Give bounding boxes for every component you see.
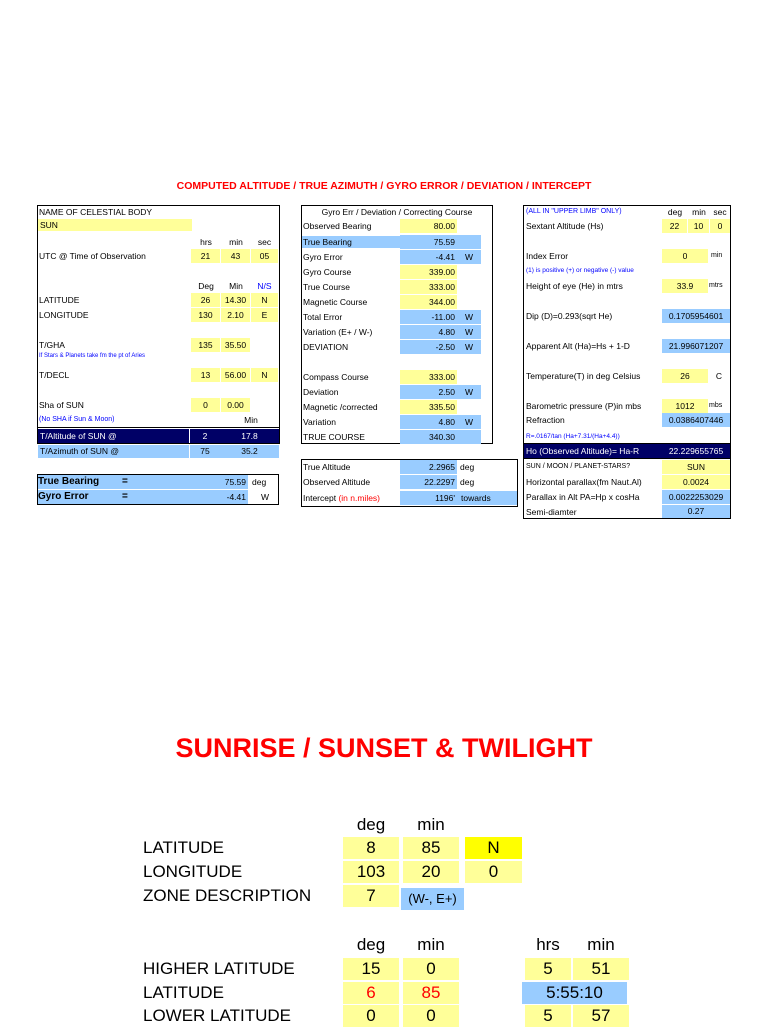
observed-altitude-unit: deg	[460, 477, 475, 487]
middle-row-label: True Bearing	[302, 236, 401, 248]
interp-latitude-min: 85	[403, 982, 459, 1004]
interp-latitude-label: LATITUDE	[143, 983, 224, 1002]
utc-hrs[interactable]: 21	[191, 249, 220, 263]
ns-header: N/S	[257, 281, 272, 291]
horizontal-parallax-value[interactable]: 0.0024	[662, 475, 730, 489]
middle-row-value: 2.50	[400, 385, 457, 399]
apparent-alt-value: 21.996071207	[662, 339, 730, 353]
min-header-3: Min	[244, 415, 258, 425]
middle-row-unit: W	[457, 310, 481, 324]
azimuth-min: 35.2	[220, 445, 279, 458]
min-header-right: min	[692, 207, 706, 217]
middle-row-label: Deviation	[303, 387, 339, 397]
higher-latitude-label: HIGHER LATITUDE	[143, 959, 295, 978]
middle-row-value: -11.00	[400, 310, 457, 324]
intercept-label: Intercept	[303, 493, 337, 503]
altitude-deg: 2	[190, 429, 220, 443]
latitude-ns[interactable]: N	[251, 293, 278, 307]
true-altitude-unit: deg	[460, 462, 475, 472]
min-header-2: Min	[229, 281, 243, 291]
decl-label: T/DECL	[39, 370, 70, 380]
middle-row-value: -4.41	[400, 250, 457, 264]
middle-row-unit: W	[457, 325, 481, 339]
intercept-row	[303, 492, 380, 504]
intercept-value: 1196'	[400, 491, 457, 505]
middle-row-label: Compass Course	[303, 372, 369, 382]
sec-header: sec	[257, 237, 272, 247]
sunrise-deg-header-2: deg	[356, 935, 386, 954]
index-error-note: (1) is positive (+) or negative (-) value	[526, 267, 634, 274]
sextant-altitude-deg[interactable]: 22	[662, 219, 687, 233]
middle-row-unit: W	[457, 250, 481, 264]
sunrise-longitude-min[interactable]: 20	[403, 861, 459, 883]
sunrise-latitude-min[interactable]: 85	[403, 837, 459, 859]
temperature-value[interactable]: 26	[662, 369, 708, 383]
true-bearing-label: True Bearing	[38, 476, 100, 487]
apparent-alt-label: Apparent Alt (Ha)=Hs + 1-D	[526, 341, 630, 351]
altitude-min: 17.8	[220, 429, 279, 443]
divider	[37, 427, 280, 428]
deg-header: Deg	[198, 281, 214, 291]
gyro-error-unit: W	[260, 492, 270, 502]
intercept-note: (in n.miles)	[338, 493, 381, 503]
body-name-value[interactable]: SUN	[38, 219, 192, 231]
true-bearing-eq: =	[122, 476, 128, 487]
middle-row-label: Variation	[303, 417, 336, 427]
temperature-unit: C	[715, 371, 723, 381]
decl-deg[interactable]: 13	[191, 368, 220, 382]
ho-label: Ho (Observed Altitude)= Ha-R	[524, 444, 662, 458]
decl-ns[interactable]: N	[251, 368, 278, 382]
body-type-value[interactable]: SUN	[662, 460, 730, 474]
longitude-min[interactable]: 2.10	[221, 308, 250, 322]
sunrise-title: SUNRISE / SUNSET & TWILIGHT	[175, 733, 593, 763]
dip-label: Dip (D)=0.293(sqrt He)	[526, 311, 613, 321]
middle-row-value[interactable]: 344.00	[400, 295, 457, 309]
deg-header-right: deg	[667, 207, 683, 217]
main-title: COMPUTED ALTITUDE / TRUE AZIMUTH / GYRO ERROR / DEVIATION / INTERCEPT	[176, 180, 592, 192]
sunrise-min-header: min	[417, 815, 445, 834]
higher-latitude-min[interactable]: 0	[403, 958, 459, 980]
zone-description-note: (W-, E+)	[401, 888, 464, 910]
min-header: min	[229, 237, 243, 247]
latitude-label: LATITUDE	[39, 295, 80, 305]
barometric-value[interactable]: 1012	[662, 399, 708, 413]
sextant-altitude-min[interactable]: 10	[688, 219, 709, 233]
higher-latitude-hrs[interactable]: 5	[525, 958, 571, 980]
sha-label: Sha of SUN	[39, 400, 84, 410]
true-altitude-value: 2.2965	[400, 460, 457, 474]
gha-min[interactable]: 35.50	[221, 338, 250, 352]
middle-row-label: Variation (E+ / W-)	[303, 327, 373, 337]
middle-row-value[interactable]: 80.00	[400, 219, 457, 233]
middle-row-label: Gyro Error	[303, 252, 343, 262]
gha-deg[interactable]: 135	[191, 338, 220, 352]
sec-header-right: sec	[713, 207, 727, 217]
parallax-alt-value: 0.0022253029	[662, 490, 730, 504]
longitude-deg[interactable]: 130	[191, 308, 220, 322]
index-error-unit: min	[711, 252, 723, 259]
height-eye-value[interactable]: 33.9	[662, 279, 708, 293]
higher-latitude-deg[interactable]: 15	[343, 958, 399, 980]
no-sha-note: (No SHA if Sun & Moon)	[39, 416, 115, 423]
azimuth-label: T/Azimuth of SUN @	[38, 445, 189, 458]
middle-row-label: DEVIATION	[303, 342, 349, 352]
temperature-label: Temperature(T) in deg Celsius	[526, 371, 641, 381]
middle-row-label: Gyro Course	[303, 267, 352, 277]
sha-deg[interactable]: 0	[191, 398, 220, 412]
body-name-label: NAME OF CELESTIAL BODY	[39, 207, 153, 217]
interp-time-value: 5:55:10	[522, 982, 627, 1004]
middle-row-value: 340.30	[400, 430, 457, 444]
middle-row-label: Observed Bearing	[303, 221, 372, 231]
middle-row-unit: W	[457, 340, 481, 354]
lower-latitude-time-min[interactable]: 57	[573, 1005, 629, 1027]
lower-latitude-label: LOWER LATITUDE	[143, 1006, 291, 1025]
lower-latitude-deg[interactable]: 0	[343, 1005, 399, 1027]
sunrise-latitude-ns[interactable]: N	[465, 837, 522, 859]
parallax-alt-label: Parallax in Alt PA=Hp x cosHa	[526, 492, 640, 502]
middle-row-unit	[457, 430, 481, 444]
middle-row-label: Magnetic /corrected	[303, 402, 378, 412]
higher-latitude-time-min[interactable]: 51	[573, 958, 629, 980]
ho-value: 22.229655765	[662, 444, 730, 458]
middle-row-value[interactable]: 339.00	[400, 265, 457, 279]
refraction-value: 0.0386407446	[662, 413, 730, 427]
middle-row-label: Total Error	[303, 312, 343, 322]
true-bearing-row	[38, 475, 188, 489]
sunrise-deg-header: deg	[356, 815, 386, 834]
sunrise-min-header-2: min	[417, 935, 445, 954]
horizontal-parallax-label: Horizontal parallax(fm Naut.Al)	[526, 477, 642, 487]
refraction-formula: R=.0167/tan (Ha+7.31/(Ha+4.4))	[526, 433, 620, 440]
gyro-error-value: -4.41	[188, 490, 248, 504]
middle-row-unit: W	[457, 385, 481, 399]
sunrise-longitude-extra[interactable]: 0	[465, 861, 522, 883]
semi-diameter-label: Semi-diamter	[526, 507, 577, 517]
utc-label: UTC @ Time of Observation	[39, 251, 146, 261]
sunrise-hrs-header: hrs	[536, 935, 560, 954]
gyro-error-label: Gyro Error	[38, 491, 89, 502]
sunrise-longitude-deg[interactable]: 103	[343, 861, 399, 883]
middle-row-label: TRUE COURSE	[303, 432, 365, 442]
aries-note: If Stars & Planets take fm the pt of Aries	[39, 353, 146, 359]
longitude-label: LONGITUDE	[39, 310, 89, 320]
lower-latitude-hrs[interactable]: 5	[525, 1005, 571, 1027]
dip-value: 0.1705954601	[662, 309, 730, 323]
true-bearing-value: 75.59	[188, 475, 248, 489]
middle-row-value: 4.80	[400, 325, 457, 339]
middle-row-value[interactable]: 335.50	[400, 400, 457, 414]
latitude-min[interactable]: 14.30	[221, 293, 250, 307]
middle-row-value: -2.50	[400, 340, 457, 354]
interp-latitude-deg: 6	[343, 982, 399, 1004]
longitude-ew[interactable]: E	[251, 308, 278, 322]
zone-description-label: ZONE DESCRIPTION	[143, 886, 312, 905]
middle-header: Gyro Err / Deviation / Correcting Course	[321, 207, 473, 217]
middle-row-value[interactable]: 333.00	[400, 280, 457, 294]
gyro-error-row	[38, 490, 188, 504]
utc-sec[interactable]: 05	[251, 249, 278, 263]
sha-min[interactable]: 0.00	[221, 398, 250, 412]
barometric-label: Barometric pressure (P)in mbs	[526, 401, 642, 411]
sunrise-latitude-label: LATITUDE	[143, 838, 224, 857]
body-type-label: SUN / MOON / PLANET-STARS?	[526, 463, 631, 470]
index-error-label: Index Error	[526, 251, 569, 261]
zone-description-value[interactable]: 7	[343, 885, 399, 907]
sunrise-latitude-deg[interactable]: 8	[343, 837, 399, 859]
middle-row-unit: W	[457, 415, 481, 429]
latitude-deg[interactable]: 26	[191, 293, 220, 307]
index-error-value[interactable]: 0	[662, 249, 708, 263]
height-eye-label: Height of eye (He) in mtrs	[526, 281, 623, 291]
middle-row-value: 75.59	[400, 235, 457, 249]
lower-latitude-min[interactable]: 0	[403, 1005, 459, 1027]
decl-min[interactable]: 56.00	[221, 368, 250, 382]
intercept-direction: towards	[457, 491, 517, 505]
observed-altitude-label: Observed Altitude	[303, 477, 371, 487]
upper-limb-note: (ALL IN "UPPER LIMB" ONLY)	[526, 208, 622, 215]
barometric-unit: mbs	[709, 402, 723, 409]
gyro-error-eq: =	[122, 491, 128, 502]
sunrise-longitude-label: LONGITUDE	[143, 862, 243, 881]
refraction-label: Refraction	[526, 415, 565, 425]
middle-row-label: Magnetic Course	[303, 297, 368, 307]
sunrise-min-header-3: min	[587, 935, 615, 954]
altitude-label: T/Altitude of SUN @	[38, 429, 189, 443]
middle-row-value: 4.80	[400, 415, 457, 429]
azimuth-deg: 75	[190, 445, 220, 458]
middle-row-value[interactable]: 333.00	[400, 370, 457, 384]
true-altitude-label: True Altitude	[303, 462, 351, 472]
sextant-altitude-label: Sextant Altitude (Hs)	[526, 221, 604, 231]
middle-row-label: True Course	[303, 282, 350, 292]
middle-row-unit	[457, 235, 481, 249]
semi-diameter-value: 0.27	[662, 505, 730, 518]
height-eye-unit: mtrs	[709, 282, 723, 289]
utc-min[interactable]: 43	[221, 249, 250, 263]
true-bearing-unit: deg	[252, 477, 267, 487]
hrs-header: hrs	[200, 237, 212, 247]
gha-label: T/GHA	[39, 340, 65, 350]
observed-altitude-value: 22.2297	[400, 475, 457, 489]
sextant-altitude-sec[interactable]: 0	[710, 219, 730, 233]
